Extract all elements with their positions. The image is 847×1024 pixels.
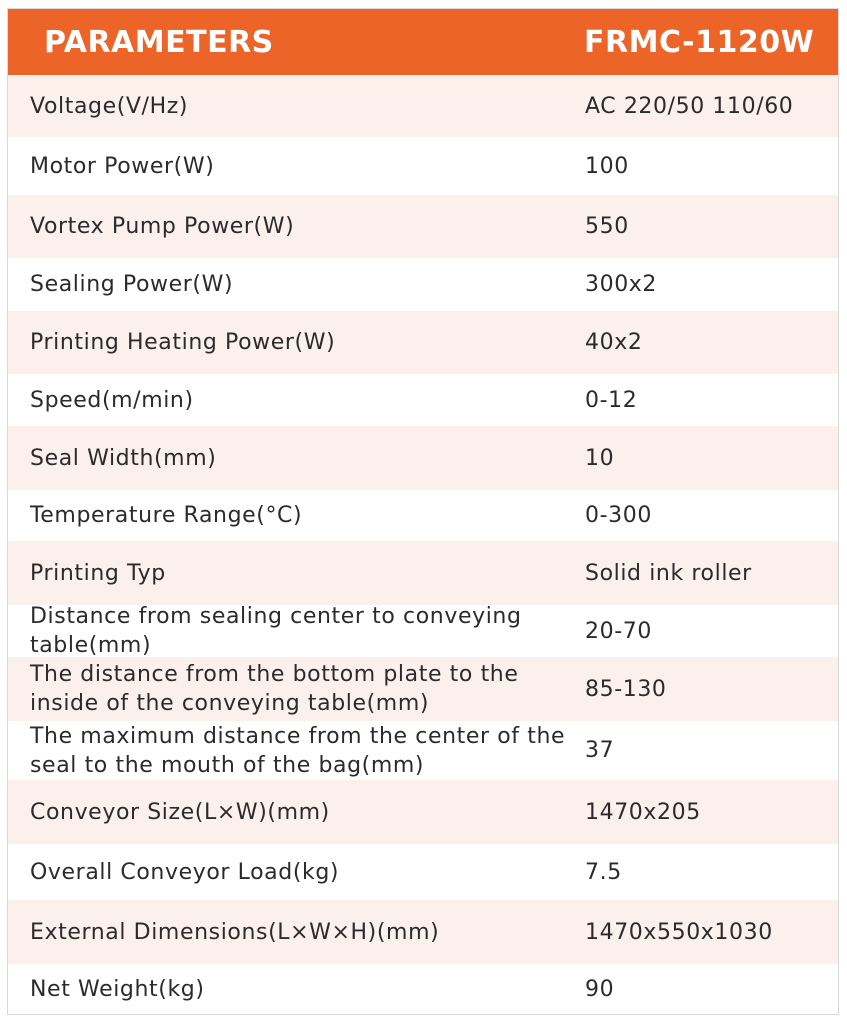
row-printing-type (8, 541, 838, 605)
row-value: 7.5 (585, 859, 622, 885)
row-value: 550 (585, 214, 629, 239)
row-value: 300x2 (585, 272, 658, 297)
row-value: AC 220/50 110/60 (585, 93, 794, 119)
row-value: 85-130 (585, 676, 667, 702)
table-header (8, 9, 838, 75)
row-label: Temperature Range(°C) (30, 503, 303, 528)
row-label: Overall Conveyor Load(kg) (30, 859, 340, 885)
row-temperature-range (8, 490, 838, 541)
row-bottom-plate-distance (8, 657, 838, 721)
row-overall-conveyor-load (8, 844, 838, 900)
row-sealing-power (8, 258, 838, 311)
row-value: 0-12 (585, 387, 638, 413)
row-conveyor-size (8, 780, 838, 844)
row-value: 1470x205 (585, 799, 701, 825)
header-model: FRMC-1120W (584, 24, 815, 60)
row-value: 20-70 (585, 618, 652, 644)
row-seal-to-bag-mouth-distance (8, 721, 838, 780)
row-label: External Dimensions(L×W×H)(mm) (30, 919, 440, 945)
row-label: Sealing Power(W) (30, 272, 234, 297)
row-value: 90 (585, 976, 615, 1002)
row-value: Solid ink roller (585, 560, 752, 586)
row-label: Voltage(V/Hz) (30, 93, 189, 119)
row-net-weight (8, 964, 838, 1014)
header-parameters: PARAMETERS (44, 24, 274, 60)
row-value: 1470x550x1030 (585, 919, 773, 945)
row-voltage (8, 75, 838, 137)
row-label: Printing Typ (30, 560, 166, 586)
row-value: 40x2 (585, 330, 643, 355)
row-seal-width (8, 426, 838, 490)
row-vortex-pump-power (8, 195, 838, 258)
row-label: Printing Heating Power(W) (30, 330, 336, 355)
row-label: Motor Power(W) (30, 153, 215, 179)
row-label: The maximum distance from the center of the seal to the mouth of the bag(mm) (30, 723, 566, 778)
row-label: Distance from sealing center to conveying table(mm) (30, 604, 522, 658)
row-speed (8, 374, 838, 426)
row-value: 10 (585, 445, 615, 471)
row-label: Conveyor Size(L×W)(mm) (30, 799, 330, 825)
row-label: Speed(m/min) (30, 387, 194, 413)
row-value: 100 (585, 153, 629, 179)
row-label: Net Weight(kg) (30, 976, 205, 1002)
row-external-dimensions (8, 900, 838, 964)
row-sealing-center-distance (8, 605, 838, 657)
row-label: Seal Width(mm) (30, 445, 217, 471)
row-value: 0-300 (585, 503, 652, 528)
row-label: The distance from the bottom plate to the inside of the conveying table(mm) (30, 662, 519, 716)
row-printing-heating-power (8, 311, 838, 374)
row-label: Vortex Pump Power(W) (30, 214, 295, 239)
row-motor-power (8, 137, 838, 195)
row-value: 37 (585, 738, 615, 763)
spec-table (7, 8, 839, 1015)
